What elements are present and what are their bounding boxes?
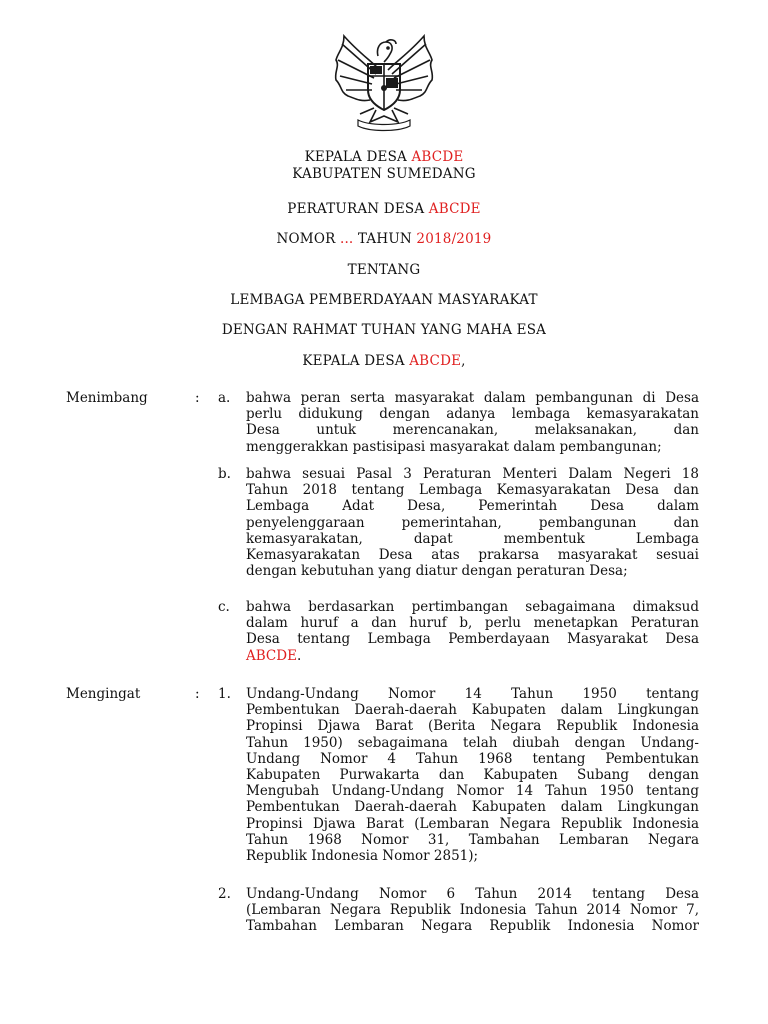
header-line-7: DENGAN RAHMAT TUHAN YANG MAHA ESA: [221, 322, 547, 338]
text-line: bahwa peran serta masyarakat dalam pembangunan di Desa: [246, 390, 699, 406]
header-line-6: LEMBAGA PEMBERDAYAAN MASYARAKAT: [230, 292, 538, 308]
text-line: dengan kebutuhan yang diatur dengan peraturan Desa;: [246, 563, 628, 580]
header-line-1: KEPALA DESA ABCDE: [304, 149, 464, 165]
mengingat-colon: :: [195, 686, 200, 702]
text-line: Republik Indonesia Nomor 2851);: [246, 848, 479, 865]
text-line: perlu didukung dengan adanya lembaga kemasyarakatan: [246, 406, 699, 423]
header-line-2: KABUPATEN SUMEDANG: [292, 166, 476, 182]
text-line: Lembaga Adat Desa, Pemerintah Desa dalam: [246, 498, 699, 515]
text-line: ABCDE.: [246, 647, 302, 664]
text-line: kemasyarakatan, dapat membentuk Lembaga: [246, 530, 699, 547]
text-line: Tahun 1968 Nomor 31, Tambahan Lembaran Negara: [246, 831, 699, 848]
garuda-emblem-icon: [330, 30, 438, 134]
mengingat-marker-2: 2.: [218, 886, 231, 902]
text-line: Kemasyarakatan Desa atas prakarsa masyarakat sesuai: [246, 547, 699, 564]
text-line: Mengubah Undang-Undang Nomor 14 Tahun 1950 tentang: [246, 783, 699, 800]
mengingat-label: Mengingat: [66, 686, 141, 702]
menimbang-label: Menimbang: [66, 390, 148, 406]
header-line-4: NOMOR ... TAHUN 2018/2019: [276, 231, 492, 247]
mengingat-marker-1: 1.: [218, 686, 231, 702]
text-line: bahwa sesuai Pasal 3 Peraturan Menteri Dalam Negeri 18: [246, 466, 699, 482]
text-line: Propinsi Djawa Barat (Berita Negara Republik Indonesia: [246, 718, 699, 735]
village-name: ABCDE: [246, 647, 297, 664]
text-line: Undang-Undang Nomor 14 Tahun 1950 tentang: [246, 686, 699, 702]
text-line: Pembentukan Daerah-daerah Kabupaten dalam Lingkungan: [246, 799, 699, 816]
text-line: Tambahan Lembaran Negara Republik Indonesia Nomor: [246, 918, 699, 935]
mengingat-item-1: [246, 686, 699, 864]
menimbang-item-a: [246, 390, 699, 455]
text-line: penyelenggaraan pemerintahan, pembangunan dan: [246, 514, 699, 531]
text-line: Desa tentang Lembaga Pemberdayaan Masyarakat Desa: [246, 631, 699, 648]
menimbang-marker-a: a.: [218, 390, 231, 406]
header-line-8: KEPALA DESA ABCDE,: [302, 353, 466, 369]
text-line: Undang-Undang Nomor 6 Tahun 2014 tentang Desa: [246, 886, 699, 902]
text-line: Kabupaten Purwakarta dan Kabupaten Subang dengan: [246, 767, 699, 784]
header-line-3: PERATURAN DESA ABCDE: [287, 201, 481, 217]
text-line: Tahun 1950) sebagaimana telah diubah dengan Undang-: [246, 734, 699, 751]
text-line: Pembentukan Daerah-daerah Kabupaten dalam Lingkungan: [246, 702, 699, 719]
text-line: Undang Nomor 4 Tahun 1968 tentang Pembentukan: [246, 750, 699, 767]
header-line-5: TENTANG: [347, 262, 421, 278]
text-line: menggerakkan pastisipasi masyarakat dalam pembangunan;: [246, 438, 662, 455]
menimbang-colon: :: [195, 390, 200, 406]
text-line: Desa untuk merencanakan, melaksanakan, dan: [246, 422, 699, 439]
menimbang-marker-c: c.: [218, 599, 230, 615]
menimbang-marker-b: b.: [218, 466, 231, 482]
mengingat-item-2: [246, 886, 699, 935]
text-line: Propinsi Djawa Barat (Lembaran Negara Republik Indonesia: [246, 815, 699, 832]
menimbang-item-c: [246, 599, 699, 664]
text-line: (Lembaran Negara Republik Indonesia Tahun 2014 Nomor 7,: [246, 902, 699, 919]
menimbang-item-b: [246, 466, 699, 579]
text-line: bahwa berdasarkan pertimbangan sebagaimana dimaksud: [246, 599, 699, 615]
text-line: dalam huruf a dan huruf b, perlu menetapkan Peraturan: [246, 615, 699, 632]
text-line: Tahun 2018 tentang Lembaga Kemasyarakatan Desa dan: [246, 482, 699, 499]
